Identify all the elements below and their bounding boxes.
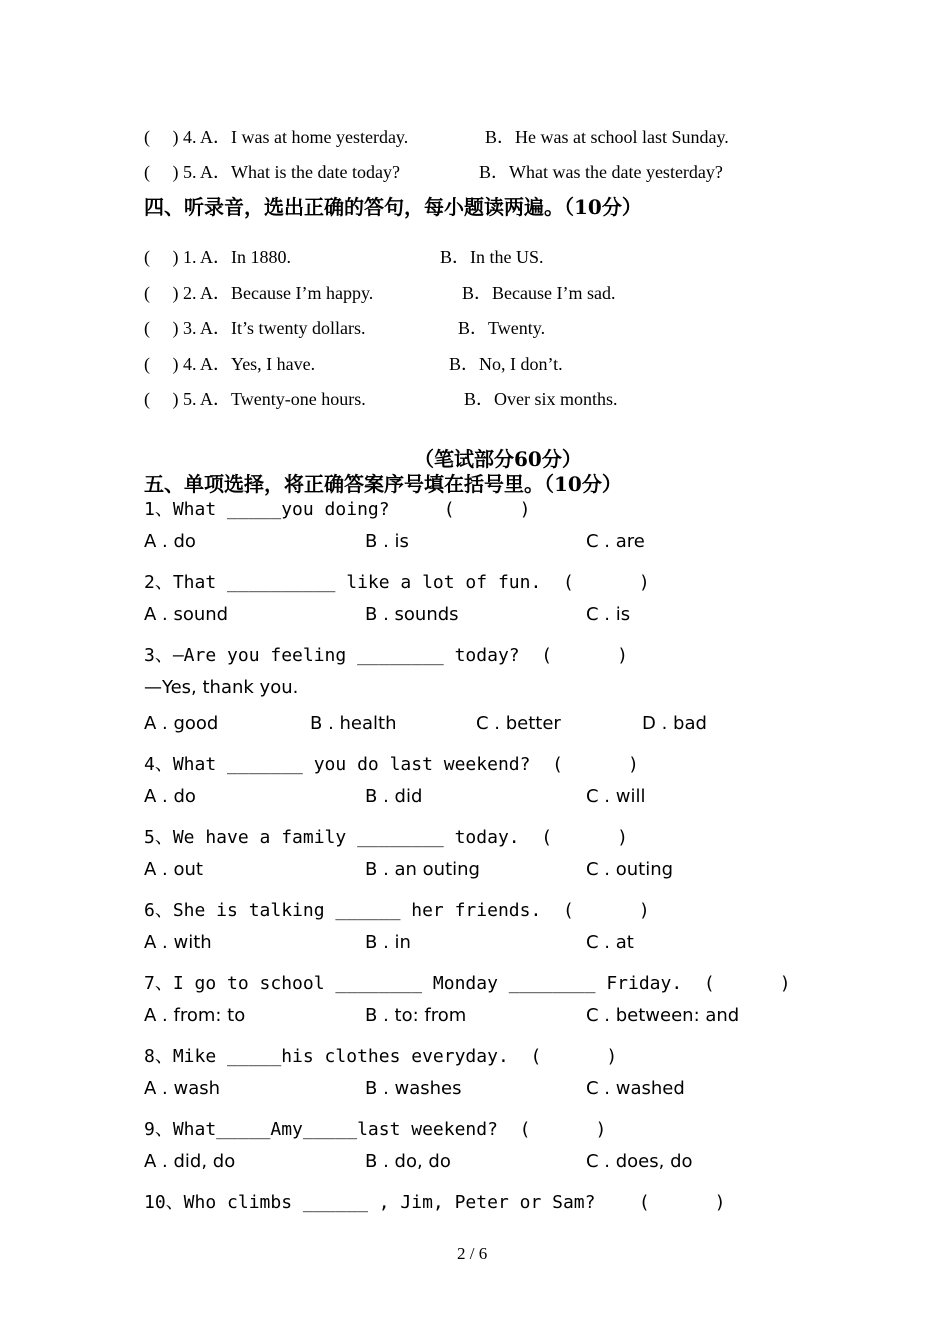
option-b: B．No, I don’t. xyxy=(449,354,563,374)
question-stem: 3、—Are you feeling ________ today? ( ) xyxy=(144,645,628,666)
question-stem: 2、That __________ like a lot of fun. ( ) xyxy=(144,572,650,593)
option-d: D . bad xyxy=(642,713,707,734)
option-b: B . health xyxy=(310,713,397,734)
section-heading: 五、单项选择，将正确答案序号填在括号里。（10分） xyxy=(144,472,622,496)
question-line: ( ) 4. A．I was at home yesterday. xyxy=(144,127,409,147)
written-part-title: （笔试部分60分） xyxy=(414,447,582,471)
option-a: A . from: to xyxy=(144,1005,246,1026)
question-stem: 8、Mike _____his clothes everyday. ( ) xyxy=(144,1046,618,1067)
option-c: C . are xyxy=(586,531,645,552)
option-b: B．Twenty. xyxy=(458,318,546,338)
option-c: C . at xyxy=(586,932,634,953)
question-line: ( ) 5. A．What is the date today? xyxy=(144,162,400,182)
question-stem: 9、What_____Amy_____last weekend? ( ) xyxy=(144,1119,607,1140)
question-stem: 4、What _______ you do last weekend? ( ) xyxy=(144,754,639,775)
question-stem: 10、Who climbs ______ , Jim, Peter or Sam? ( ) xyxy=(144,1192,726,1213)
section-heading: 四、听录音，选出正确的答句，每小题读两遍。（10分） xyxy=(144,195,642,219)
option-c: C . washed xyxy=(586,1078,685,1099)
option-b: B . washes xyxy=(365,1078,462,1099)
option-a: A . did, do xyxy=(144,1151,236,1172)
option-b: B . is xyxy=(365,531,409,552)
option-a: A . do xyxy=(144,786,196,807)
question-line: ( ) 2. A．Because I’m happy. xyxy=(144,283,374,303)
option-b: B．He was at school last Sunday. xyxy=(485,127,729,147)
option-b: B . to: from xyxy=(365,1005,467,1026)
option-c: C . better xyxy=(476,713,561,734)
option-a: A . do xyxy=(144,531,196,552)
option-b: B . in xyxy=(365,932,411,953)
option-c: C . is xyxy=(586,604,631,625)
option-a: A . out xyxy=(144,859,203,880)
option-b: B . do, do xyxy=(365,1151,451,1172)
option-a: A . wash xyxy=(144,1078,221,1099)
question-line: ( ) 5. A．Twenty-one hours. xyxy=(144,389,366,409)
question-stem: 5、We have a family ________ today. ( ) xyxy=(144,827,628,848)
option-c: C . will xyxy=(586,786,646,807)
question-stem: 6、She is talking ______ her friends. ( ) xyxy=(144,900,650,921)
option-c: C . outing xyxy=(586,859,674,880)
option-b: B．Because I’m sad. xyxy=(462,283,616,303)
option-b: B . did xyxy=(365,786,423,807)
option-a: A . with xyxy=(144,932,212,953)
question-stem: 1、What _____you doing? ( ) xyxy=(144,499,531,520)
option-c: C . between: and xyxy=(586,1005,740,1026)
option-a: A . sound xyxy=(144,604,229,625)
question-line: ( ) 3. A．It’s twenty dollars. xyxy=(144,318,366,338)
option-b: B . an outing xyxy=(365,859,480,880)
option-b: B．What was the date yesterday? xyxy=(479,162,723,182)
dialogue-reply: —Yes, thank you. xyxy=(144,677,299,698)
question-line: ( ) 1. A．In 1880. xyxy=(144,247,291,267)
question-line: ( ) 4. A．Yes, I have. xyxy=(144,354,316,374)
question-stem: 7、I go to school ________ Monday ________ Friday. ( ) xyxy=(144,973,791,994)
option-c: C . does, do xyxy=(586,1151,693,1172)
page-number: 2 / 6 xyxy=(457,1244,488,1263)
option-b: B．Over six months. xyxy=(464,389,618,409)
option-b: B . sounds xyxy=(365,604,459,625)
option-a: A . good xyxy=(144,713,219,734)
option-b: B．In the US. xyxy=(440,247,544,267)
